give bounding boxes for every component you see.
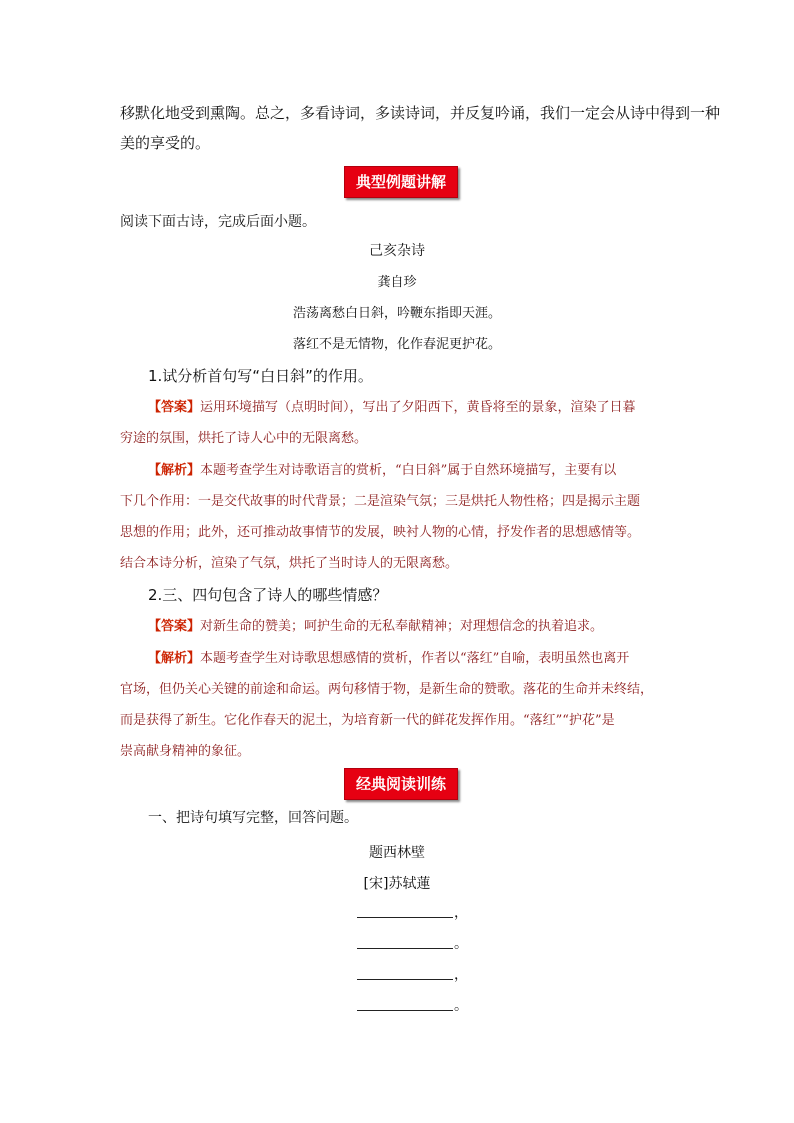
analysis-tag: 【解析】	[148, 651, 201, 666]
answer-tag: 【答案】	[148, 619, 201, 634]
section-banner-training: 经典阅读训练	[344, 768, 458, 800]
training-instruction: 一、把诗句填写完整，回答问题。	[148, 810, 358, 826]
q2-analysis-line-4: 崇高献身精神的象征。	[120, 744, 251, 759]
question-2: 2.三、四句包含了诗人的哪些情感？	[148, 586, 388, 604]
poem-2-title: 题西林壁	[369, 845, 425, 861]
poem-author: 龚自珍	[377, 275, 417, 290]
q1-answer-line-1	[148, 396, 636, 415]
blank-line-1[interactable]	[357, 917, 453, 918]
q1-analysis-line-1	[148, 459, 616, 478]
poem-line-1: 浩荡离愁白日斜，吟鞭东指即天涯。	[292, 306, 501, 321]
q1-answer-line-2: 穷途的氛围，烘托了诗人心中的无限离愁。	[120, 431, 368, 446]
analysis-text: 本题考查学生对诗歌语言的赏析，“白日斜”属于自然环境描写，主要有以	[200, 463, 617, 478]
blank-punct-3: ，	[454, 967, 468, 983]
intro-line-1: 移默化地受到熏陶。总之，多看诗词，多读诗词，并反复吟诵，我们一定会从诗中得到一种	[120, 104, 721, 122]
q2-answer-line-1	[148, 615, 603, 634]
intro-line-2: 美的享受的。	[120, 134, 211, 152]
poem-line-2: 落红不是无情物，化作春泥更护花。	[292, 337, 501, 352]
q2-analysis-line-2: 官场，但仍关心关键的前途和命运。两句移情于物，是新生命的赞歌。落花的生命并未终结，	[120, 682, 654, 697]
section-banner-examples: 典型例题讲解	[344, 166, 458, 198]
q1-analysis-line-4: 结合本诗分析，渲染了气氛，烘托了当时诗人的无限离愁。	[120, 556, 459, 571]
answer-text: 对新生命的赞美；呵护生命的无私奉献精神；对理想信念的执着追求。	[200, 619, 604, 634]
blank-punct-2: 。	[454, 936, 468, 952]
poem-2-author: [宋]苏轼蓮	[363, 876, 431, 892]
analysis-text: 本题考查学生对诗歌思想感情的赏析，作者以“落红”自喻，表明虽然也离开	[200, 651, 630, 666]
analysis-tag: 【解析】	[148, 463, 201, 478]
blank-punct-4: 。	[454, 998, 468, 1014]
question-1: 1.试分析首句写“白日斜”的作用。	[148, 367, 373, 385]
answer-tag: 【答案】	[148, 400, 201, 415]
blank-line-4[interactable]	[357, 1010, 453, 1011]
blank-punct-1: ，	[454, 905, 468, 921]
answer-text: 运用环境描写（点明时间），写出了夕阳西下，黄昏将至的景象，渲染了日暮	[200, 400, 636, 415]
q2-analysis-line-1	[148, 647, 629, 666]
instruction-text: 阅读下面古诗，完成后面小题。	[120, 214, 316, 230]
blank-line-3[interactable]	[357, 979, 453, 980]
q1-analysis-line-2: 下几个作用：一是交代故事的时代背景；二是渲染气氛；三是烘托人物性格；四是揭示主题	[120, 494, 641, 509]
q1-analysis-line-3: 思想的作用；此外，还可推动故事情节的发展，映衬人物的心情，抒发作者的思想感情等。	[120, 525, 641, 540]
blank-line-2[interactable]	[357, 948, 453, 949]
q2-analysis-line-3: 而是获得了新生。它化作春天的泥土，为培育新一代的鲜花发挥作用。“落红”“护花”是	[120, 713, 615, 728]
poem-title: 己亥杂诗	[369, 243, 425, 259]
